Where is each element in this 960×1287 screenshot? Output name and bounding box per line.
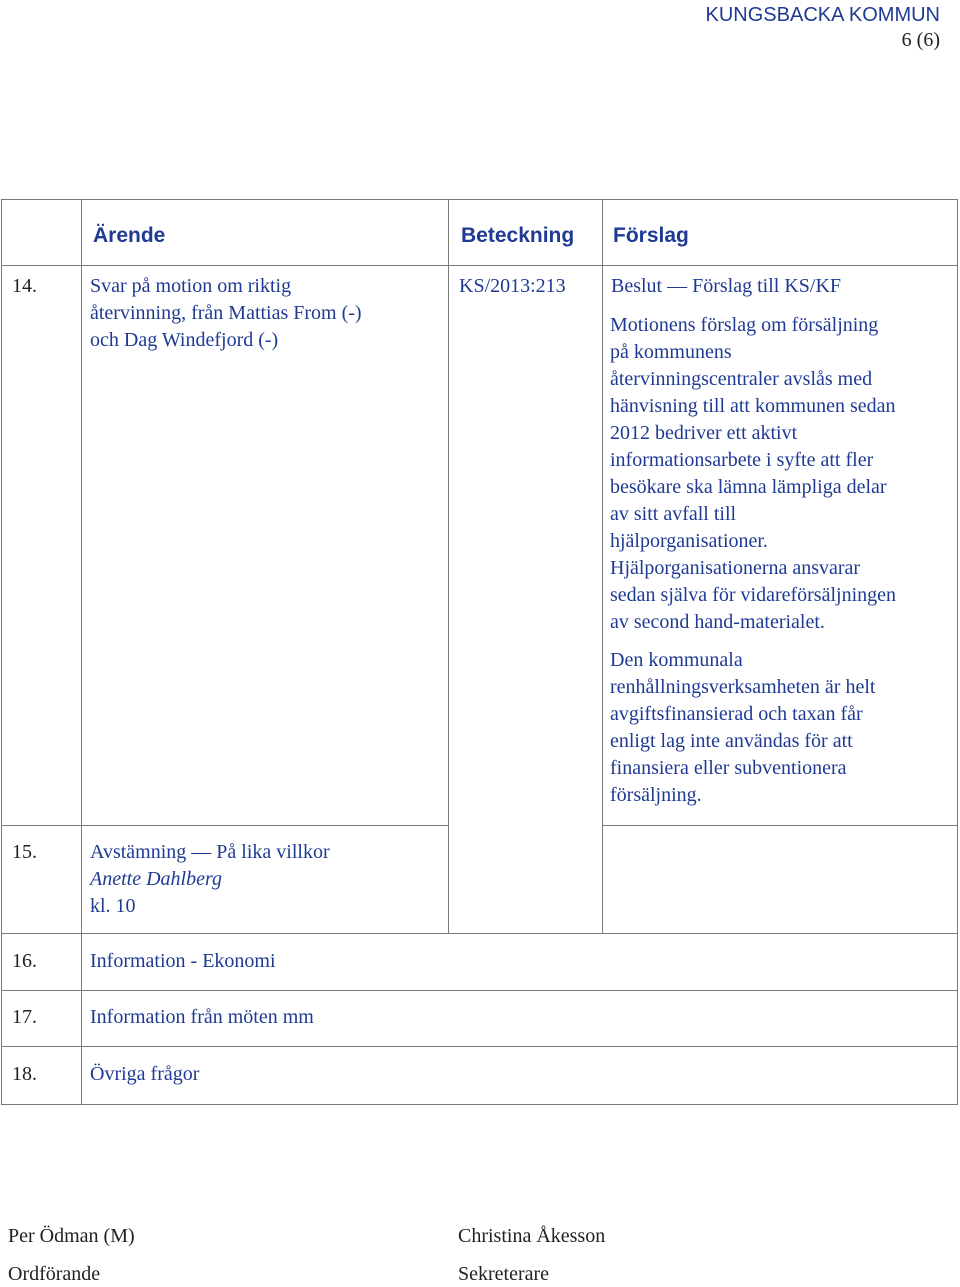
para-line: Hjälporganisationerna ansvarar xyxy=(610,557,861,579)
column-header-beteckning: Beteckning xyxy=(461,224,575,247)
para-line: av second hand-materialet. xyxy=(610,611,825,633)
page-number: 6 (6) xyxy=(901,29,940,51)
para-line: 2012 bedriver ett aktivt xyxy=(610,422,798,444)
row15-content xyxy=(90,839,440,920)
signature-right-role: Sekreterare xyxy=(458,1263,550,1285)
row-divider-15-right xyxy=(602,825,957,826)
row14-title-line: och Dag Windefjord (-) xyxy=(90,329,279,351)
signature-left-name: Per Ödman (M) xyxy=(8,1225,135,1247)
row18-title: Övriga frågor xyxy=(90,1063,200,1085)
row-divider-18 xyxy=(2,1046,957,1047)
row14-title-line: Svar på motion om riktig xyxy=(90,275,292,297)
col-divider-title xyxy=(448,200,449,934)
row14-title-line: återvinning, från Mattias From (-) xyxy=(90,302,362,324)
row-divider-15-left xyxy=(2,825,448,826)
para-line: avgiftsfinansierad och taxan får xyxy=(610,703,863,725)
signature-right-name: Christina Åkesson xyxy=(458,1225,606,1247)
row-divider-header xyxy=(2,265,957,266)
para-line: hänvisning till att kommunen sedan xyxy=(610,395,896,417)
row14-paragraph-1 xyxy=(610,312,955,636)
para-line: återvinningscentraler avslås med xyxy=(610,368,873,390)
row14-title xyxy=(90,273,440,354)
row14-paragraph-2 xyxy=(610,647,955,809)
para-line: försäljning. xyxy=(610,784,702,806)
para-line: renhållningsverksamheten är helt xyxy=(610,676,876,698)
para-line: hjälporganisationer. xyxy=(610,530,768,552)
row16-number: 16. xyxy=(12,950,37,972)
column-header-forslag: Förslag xyxy=(613,224,689,247)
row16-title: Information - Ekonomi xyxy=(90,950,276,972)
row-divider-16 xyxy=(2,933,957,934)
row17-title: Information från möten mm xyxy=(90,1006,314,1028)
para-line: sedan själva för vidareförsäljningen xyxy=(610,584,897,606)
col-divider-number xyxy=(81,200,82,1104)
column-header-arende: Ärende xyxy=(93,224,166,247)
para-line: enligt lag inte användas för att xyxy=(610,730,853,752)
col-divider-beteckning xyxy=(602,200,603,934)
row15-time: kl. 10 xyxy=(90,895,136,917)
row15-title: Avstämning — På lika villkor xyxy=(90,841,330,863)
para-line: Motionens förslag om försäljning xyxy=(610,314,879,336)
row14-beslut-heading: Beslut — Förslag till KS/KF xyxy=(611,275,842,297)
para-line: på kommunens xyxy=(610,341,732,363)
org-name: KUNGSBACKA KOMMUN xyxy=(705,4,940,26)
row15-person: Anette Dahlberg xyxy=(90,868,223,890)
row18-number: 18. xyxy=(12,1063,37,1085)
row15-number: 15. xyxy=(12,841,37,863)
row-divider-17 xyxy=(2,990,957,991)
row17-number: 17. xyxy=(12,1006,37,1028)
signature-left-role: Ordförande xyxy=(8,1263,101,1285)
para-line: besökare ska lämna lämpliga delar xyxy=(610,476,887,498)
para-line: finansiera eller subventionera xyxy=(610,757,847,779)
row14-beteckning: KS/2013:213 xyxy=(459,275,566,297)
para-line: av sitt avfall till xyxy=(610,503,737,525)
para-line: informationsarbete i syfte att fler xyxy=(610,449,874,471)
row14-number: 14. xyxy=(12,275,37,297)
para-line: Den kommunala xyxy=(610,649,743,671)
